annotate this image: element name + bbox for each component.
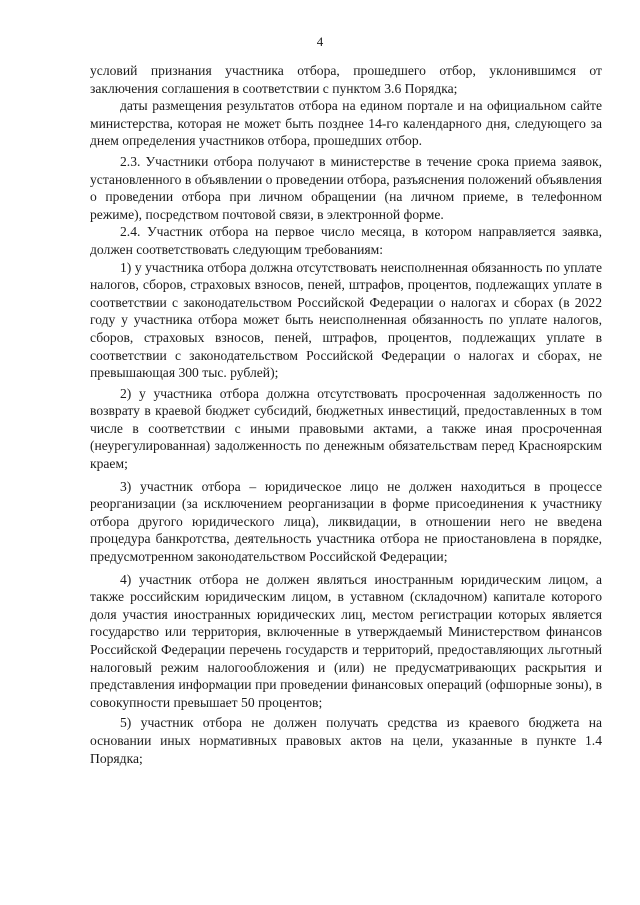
- requirement-4-foreign-entity: 4) участник отбора не должен являться иностранным юридическим лицом, а также российским юридическим лицом, в уставном (складочном) капитале которого доля участия иностранных юридических лиц, местом регистрации которых является государство или территория, включенные в утверждаемый Министерством финансов Российской Федерации перечень государств и территорий, предоставляющих льготный налоговый режим налогообложения и (или) не предусматривающих раскрытия и представления информации при проведении финансовых операций (офшорные зоны), в совокупности превышает 50 процентов;: [90, 571, 602, 710]
- paragraph-2-4-requirements-intro: 2.4. Участник отбора на первое число месяца, в котором направляется заявка, должен соответствовать следующим требованиям:: [90, 224, 602, 257]
- document-body: [90, 62, 602, 767]
- paragraph-publication-dates: даты размещения результатов отбора на едином портале и на официальном сайте министерства, которая не может быть позднее 14-го календарного дня, следующего за днем определения участников отбора, прошедших отбор.: [90, 98, 602, 149]
- requirement-3-reorganization: 3) участник отбора – юридическое лицо не должен находиться в процессе реорганизации (за исключением реорганизации в форме присоединения к участнику отбора другого юридического лица), ликвидации, в отношении него не введена процедура банкротства, деятельность участника отбора не приостановлена в порядке, предусмотренном законодательством Российской Федерации;: [90, 478, 602, 565]
- paragraph-2-3-clarifications: 2.3. Участники отбора получают в министерстве в течение срока приема заявок, установленного в объявлении о проведении отбора, разъяснения положений объявления о проведении отбора при личном обращении (на личном приеме, в телефонном режиме), посредством почтовой связи, в электронной форме.: [90, 153, 602, 222]
- paragraph-refusal-conditions: условий признания участника отбора, прошедшего отбор, уклонившимся от заключения соглашения в соответствии с пунктом 3.6 Порядка;: [90, 63, 602, 96]
- requirement-1-tax-obligations: 1) у участника отбора должна отсутствовать неисполненная обязанность по уплате налогов, сборов, страховых взносов, пеней, штрафов, процентов, подлежащих уплате в соответствии с законодательством Российской Федерации о налогах и сборах (в 2022 году у участника отбора может быть неисполненная обязанность по уплате налогов, сборов, страховых взносов, пеней, штрафов, процентов, подлежащих уплате в соответствии с законодательством Российской Федерации о налогах и сборах, не превышающая 300 тыс. рублей);: [90, 259, 602, 381]
- requirement-2-overdue-debt: 2) у участника отбора должна отсутствовать просроченная задолженность по возврату в краевой бюджет субсидий, бюджетных инвестиций, предоставленных в том числе в соответствии с иными правовыми актами, а также иная просроченная (неурегулированная) задолженность по денежным обязательствам перед Красноярским краем;: [90, 385, 602, 472]
- page-number: 4: [316, 34, 324, 49]
- requirement-5-other-funds: 5) участник отбора не должен получать средства из краевого бюджета на основании иных нормативных правовых актов на цели, указанные в пункте 1.4 Порядка;: [90, 715, 602, 766]
